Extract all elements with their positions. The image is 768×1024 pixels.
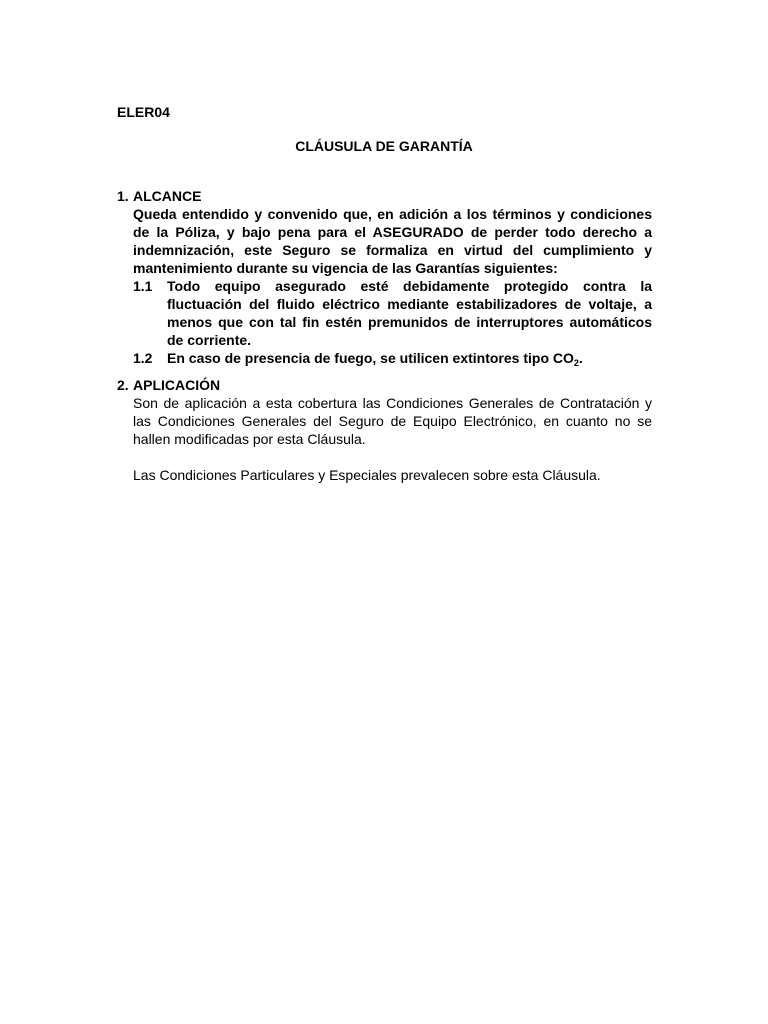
section-paragraph: Queda entendido y convenido que, en adición a los términos y condiciones de la Póliza, y bajo pena para el ASEGURADO de perder todo derecho a indemnización, este Seguro se formaliza en virtud del cumplimiento y mantenimiento durante su vigencia de las Garantías siguientes: bbox=[133, 206, 652, 276]
subscript-2: 2 bbox=[573, 358, 579, 368]
section-paragraph: Son de aplicación a esta cobertura las Condiciones Generales de Contratación y las Condiciones Generales del Seguro de Equipo Electrónico, en cuanto no se hallen modificadas por esta Cláusula. bbox=[133, 395, 652, 447]
list-item-text-co2 bbox=[167, 349, 652, 367]
section-paragraph-2: Las Condiciones Particulares y Especiales prevalecen sobre esta Cláusula. bbox=[133, 467, 601, 483]
list-item-number: 1.1 bbox=[133, 278, 153, 294]
section-heading bbox=[117, 376, 652, 394]
section-heading bbox=[117, 187, 652, 205]
section-alcance bbox=[117, 187, 652, 367]
section-number: 1. bbox=[117, 188, 129, 204]
list-item-text: En caso de presencia de fuego, se utilicen extintores tipo CO bbox=[167, 350, 574, 366]
document-code: ELER04 bbox=[117, 104, 170, 120]
list-item-number: 1.2 bbox=[133, 350, 153, 366]
section-title: ALCANCE bbox=[133, 188, 202, 204]
section-title: APLICACIÓN bbox=[133, 377, 221, 393]
list-item bbox=[133, 349, 652, 367]
list-item-text: Todo equipo asegurado esté debidamente protegido contra la fluctuación del fluido eléctrico mediante estabilizadores de voltaje, a menos que con tal fin estén premunidos de interruptores automáticos de corriente. bbox=[167, 278, 652, 348]
list-item-suffix: . bbox=[578, 350, 583, 366]
list-item bbox=[133, 277, 652, 349]
document-title: CLÁUSULA DE GARANTÍA bbox=[295, 138, 473, 154]
section-number: 2. bbox=[117, 377, 129, 393]
section-aplicacion bbox=[117, 376, 652, 484]
